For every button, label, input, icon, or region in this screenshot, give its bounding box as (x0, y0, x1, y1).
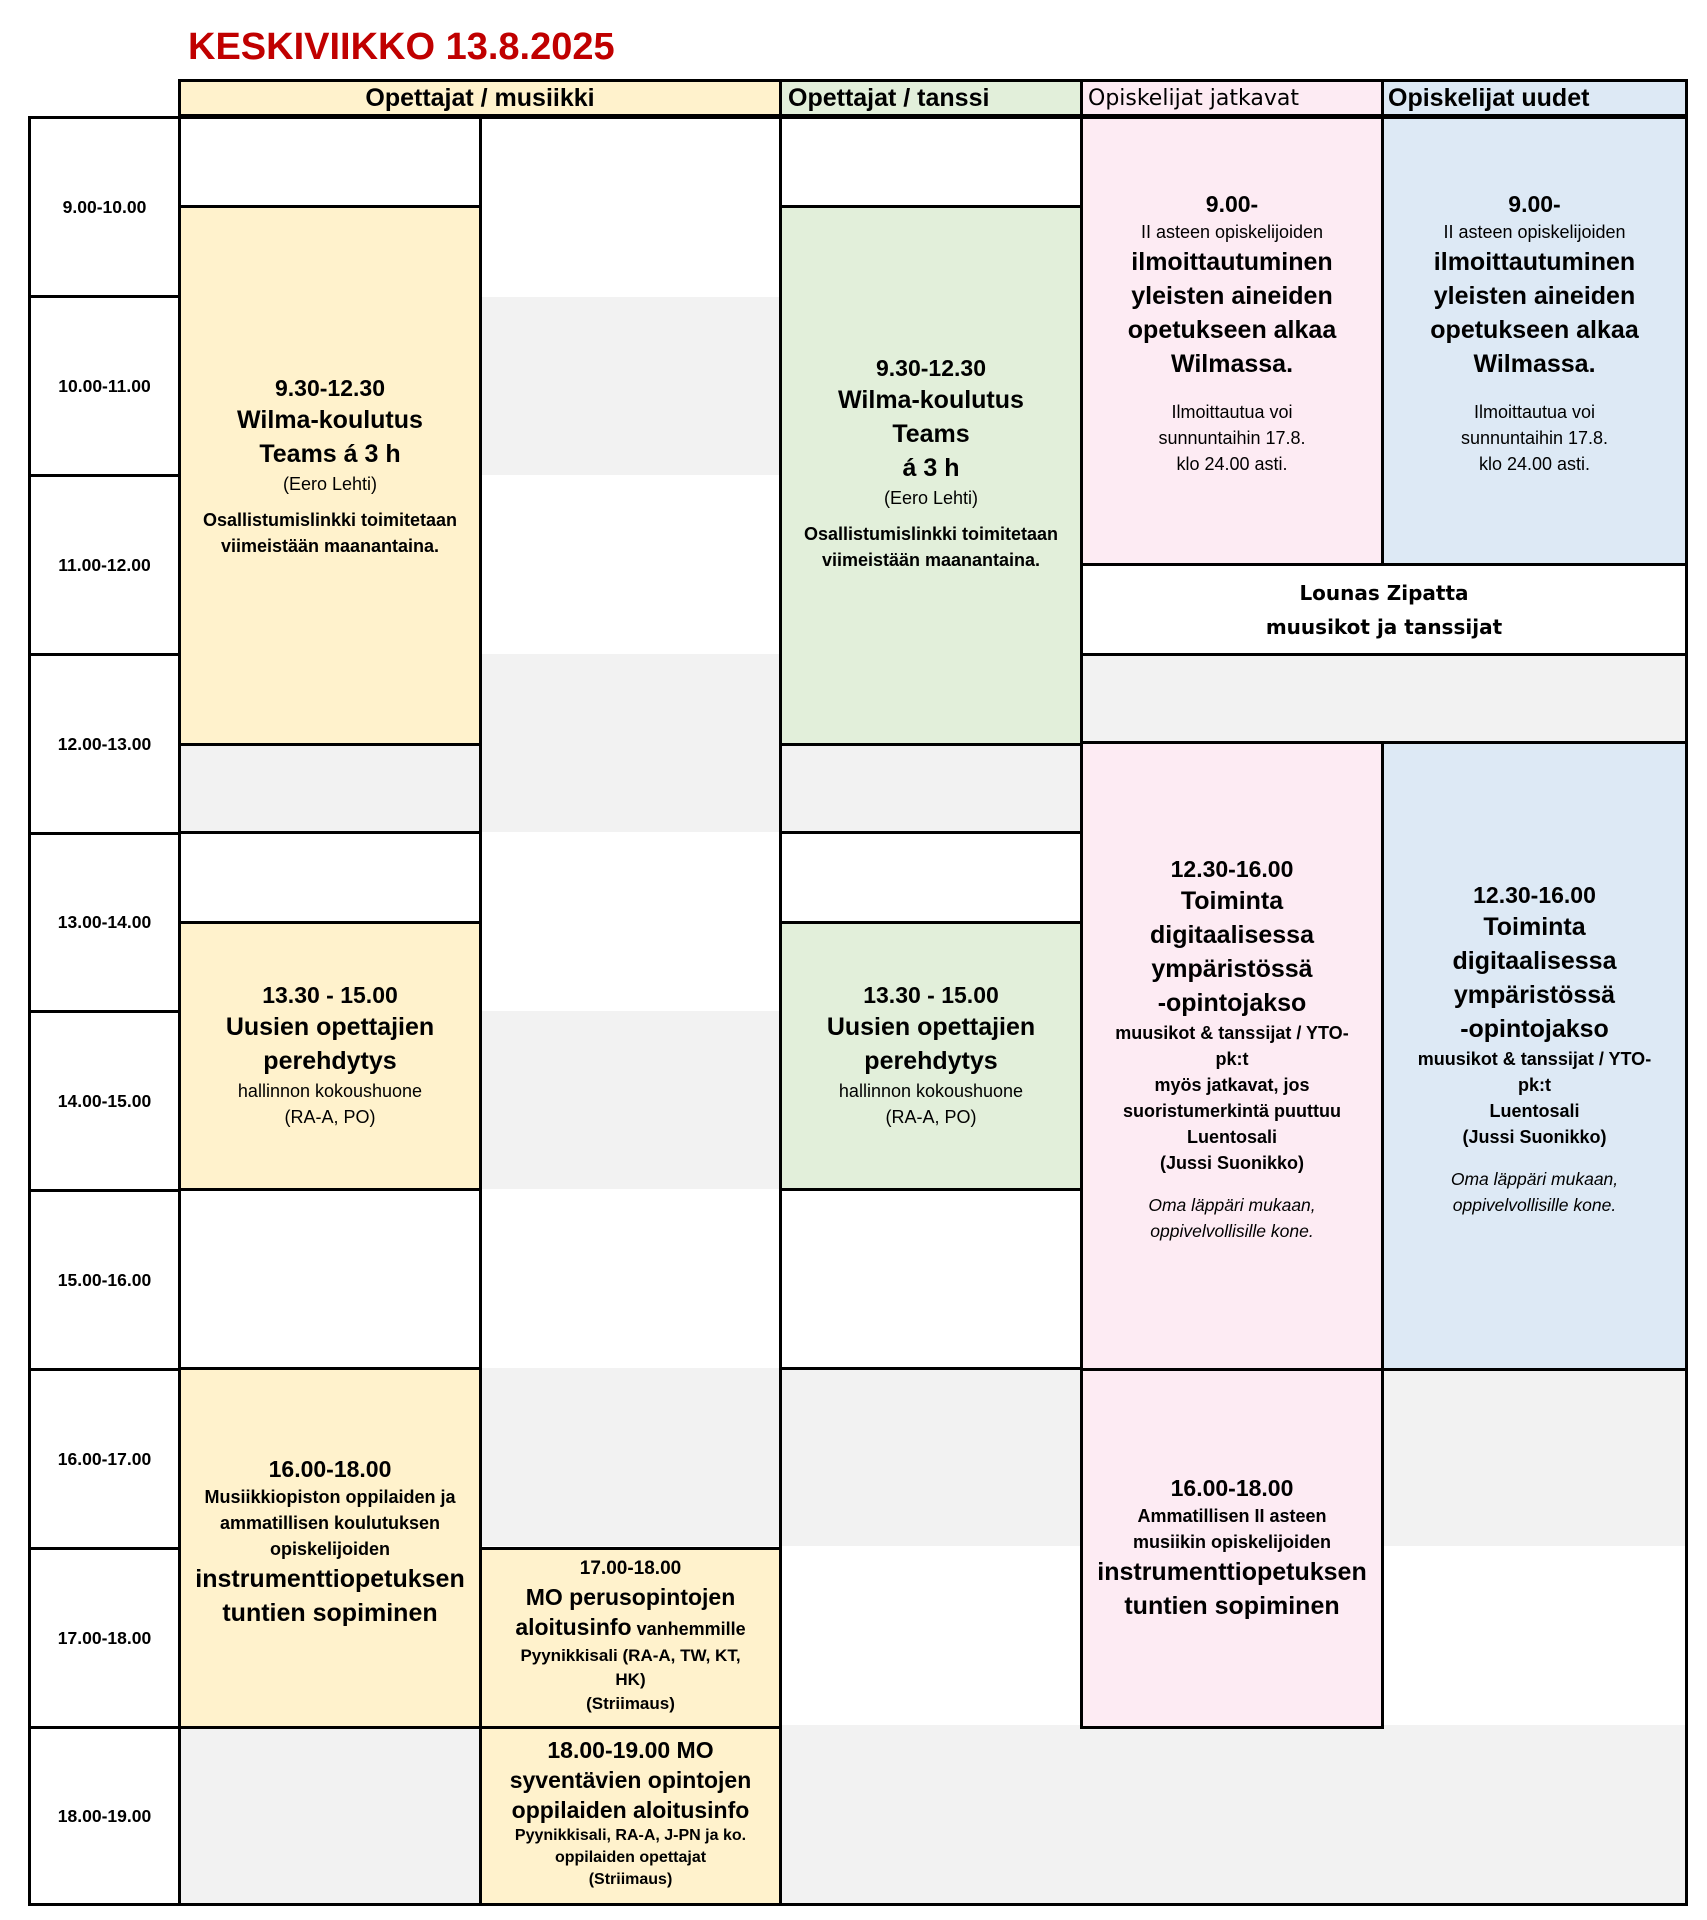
empty-cell (779, 743, 1083, 834)
time-slot: 10.00-11.00 (28, 295, 181, 477)
event-text: musiikin opiskelijoiden (1132, 1532, 1332, 1552)
event-text: Ammatillisen II asteen (1137, 1506, 1327, 1526)
event-time: 16.00-18.00 (268, 1456, 392, 1482)
event-mo-advanced (479, 1726, 782, 1906)
event-time: 13.30 - 15.00 (863, 982, 999, 1008)
event-note: sunnuntaihin 17.8. (1460, 428, 1609, 448)
time-slot: 9.00-10.00 (28, 116, 181, 298)
time-slot: 14.00-15.00 (28, 1010, 181, 1192)
event-note: oppivelvollisille kone. (1150, 1221, 1314, 1241)
event-stream: (Striimaus) (588, 1871, 673, 1888)
event-person: (Eero Lehti) (282, 474, 378, 494)
event-title: -opintojakso (1460, 1015, 1609, 1043)
event-room: Luentosali (1489, 1101, 1580, 1121)
event-note: Ilmoittautua voi (1473, 402, 1596, 422)
event-info: pk:t (1215, 1049, 1249, 1069)
event-title: Lounas Zipatta (1299, 581, 1469, 605)
event-lunch (1080, 563, 1688, 656)
time-slot: 11.00-12.00 (28, 474, 181, 656)
event-time: 12.30-16.00 (1473, 882, 1596, 908)
event-time: 13.30 - 15.00 (262, 982, 398, 1008)
event-new-digital (1381, 741, 1688, 1371)
event-text: opiskelijoiden (269, 1539, 391, 1559)
event-title: oppilaiden aloitusinfo (511, 1797, 750, 1823)
event-title: Teams á 3 h (259, 440, 401, 468)
event-continuing-digital (1080, 741, 1384, 1371)
event-music-wilma (178, 205, 482, 746)
empty-cell (178, 1726, 482, 1906)
empty-cell (779, 116, 1083, 208)
event-people: oppilaiden opettajat (554, 1849, 707, 1866)
event-title: Toiminta (1180, 887, 1284, 915)
empty-cell (779, 831, 1083, 924)
event-title: tuntien sopiminen (222, 1599, 438, 1627)
empty-cell (178, 116, 482, 208)
event-note: viimeistään maanantaina. (220, 536, 440, 556)
event-note: sunnuntaihin 17.8. (1158, 428, 1306, 448)
empty-cell (779, 1188, 1083, 1370)
event-title: perehdytys (864, 1047, 998, 1075)
time-slot: 12.00-13.00 (28, 653, 181, 835)
event-title: digitaalisessa (1150, 921, 1314, 949)
event-music-orientation (178, 921, 482, 1191)
event-title: aloitusinfo (515, 1614, 632, 1640)
event-text: ammatillisen koulutuksen (219, 1513, 441, 1533)
event-time: 12.30-16.00 (1170, 856, 1294, 882)
event-note: klo 24.00 asti. (1176, 454, 1288, 474)
event-audience: vanhemmille (631, 1619, 746, 1639)
event-person: (Jussi Suonikko) (1462, 1127, 1607, 1147)
event-title: Toiminta (1483, 913, 1586, 941)
empty-cell (1080, 653, 1688, 744)
event-info: pk:t (1518, 1075, 1551, 1095)
event-place: hallinnon kokoushuone (838, 1081, 1024, 1101)
header-new: Opiskelijat uudet (1381, 79, 1688, 117)
event-place: Pyynikkisali (RA-A, TW, KT, (520, 1646, 741, 1665)
event-title: ympäristössä (1151, 955, 1313, 983)
event-title: Uusien opettajien (225, 1013, 435, 1041)
event-info: suoristumerkintä puuttuu (1122, 1101, 1341, 1121)
event-time: 9.00- (1205, 191, 1259, 217)
event-text: II asteen opiskelijoiden (1443, 222, 1626, 242)
event-title: opetukseen alkaa (1430, 316, 1639, 344)
event-title: ilmoittautuminen (1433, 248, 1636, 276)
empty-cell (178, 831, 482, 924)
empty-column (479, 116, 782, 1550)
time-slot: 13.00-14.00 (28, 832, 181, 1013)
event-time: 9.00- (1508, 191, 1561, 217)
event-time: 17.00-18.00 (579, 1558, 682, 1579)
event-title: á 3 h (902, 454, 960, 482)
event-music-instrument (178, 1367, 482, 1729)
event-dance-orientation (779, 921, 1083, 1191)
event-people: (RA-A, PO) (284, 1107, 376, 1127)
event-person: (Jussi Suonikko) (1159, 1153, 1305, 1173)
event-text: II asteen opiskelijoiden (1140, 222, 1324, 242)
event-people: (RA-A, PO) (885, 1107, 977, 1127)
header-continuing: Opiskelijat jatkavat (1080, 79, 1384, 117)
event-title: instrumenttiopetuksen (195, 1565, 465, 1593)
event-title: ilmoittautuminen (1131, 248, 1333, 276)
event-note: viimeistään maanantaina. (821, 550, 1041, 570)
time-slot: 15.00-16.00 (28, 1189, 181, 1371)
event-title: Teams (892, 420, 970, 448)
time-slot: 16.00-17.00 (28, 1368, 181, 1550)
event-title: Wilmassa. (1170, 350, 1294, 378)
event-title: -opintojakso (1157, 989, 1307, 1017)
empty-cell (178, 743, 482, 834)
header-dance: Opettajat / tanssi (779, 79, 1083, 117)
event-new-registration (1381, 116, 1688, 566)
event-note: klo 24.00 asti. (1478, 454, 1591, 474)
event-text: Musiikkiopiston oppilaiden ja (204, 1487, 456, 1507)
event-time: 9.30-12.30 (275, 375, 385, 401)
time-slot: 17.00-18.00 (28, 1547, 181, 1729)
event-title: opetukseen alkaa (1127, 316, 1337, 344)
event-stream: (Striimaus) (586, 1694, 675, 1713)
event-info: muusikot & tanssijat / YTO- (1115, 1023, 1349, 1043)
event-title: Wilma-koulutus (237, 406, 423, 434)
event-note: Oma läppäri mukaan, (1450, 1169, 1619, 1189)
event-note: Osallistumislinkki toimitetaan (202, 510, 458, 530)
event-continuing-instrument (1080, 1368, 1384, 1729)
page-title: KESKIVIIKKO 13.8.2025 (188, 26, 615, 68)
event-info: muusikot & tanssijat / YTO- (1417, 1049, 1652, 1069)
event-title: tuntien sopiminen (1124, 1592, 1340, 1620)
event-title: 18.00-19.00 MO (547, 1737, 714, 1763)
header-music: Opettajat / musiikki (178, 79, 782, 117)
event-person: (Eero Lehti) (883, 488, 979, 508)
empty-cell (178, 1188, 482, 1370)
event-title: perehdytys (263, 1047, 397, 1075)
event-info: myös jatkavat, jos (1154, 1075, 1310, 1095)
event-time: 9.30-12.30 (876, 355, 986, 381)
event-note: oppivelvollisille kone. (1452, 1195, 1617, 1215)
event-title: syventävien opintojen (509, 1767, 752, 1793)
time-slot: 18.00-19.00 (28, 1726, 181, 1906)
event-title: muusikot ja tanssijat (1265, 615, 1503, 639)
event-place: HK) (615, 1670, 646, 1689)
event-room: Luentosali (1186, 1127, 1277, 1147)
event-title: Wilmassa. (1473, 350, 1596, 378)
event-title: MO perusopintojen (525, 1584, 736, 1610)
event-time: 16.00-18.00 (1170, 1475, 1294, 1501)
event-title: digitaalisessa (1452, 947, 1617, 975)
event-title: instrumenttiopetuksen (1097, 1558, 1367, 1586)
event-title: yleisten aineiden (1433, 282, 1636, 310)
event-title: Wilma-koulutus (838, 386, 1024, 414)
event-title: ympäristössä (1453, 981, 1616, 1009)
event-place: hallinnon kokoushuone (237, 1081, 423, 1101)
event-dance-wilma (779, 205, 1083, 746)
event-title: Uusien opettajien (826, 1013, 1036, 1041)
event-note: Ilmoittautua voi (1171, 402, 1293, 422)
event-note: Osallistumislinkki toimitetaan (803, 524, 1059, 544)
event-note: Oma läppäri mukaan, (1148, 1195, 1316, 1215)
event-title: yleisten aineiden (1131, 282, 1333, 310)
event-place: Pyynikkisali, RA-A, J-PN ja ko. (514, 1827, 747, 1844)
event-mo-basic (479, 1547, 782, 1729)
event-continuing-registration (1080, 116, 1384, 566)
